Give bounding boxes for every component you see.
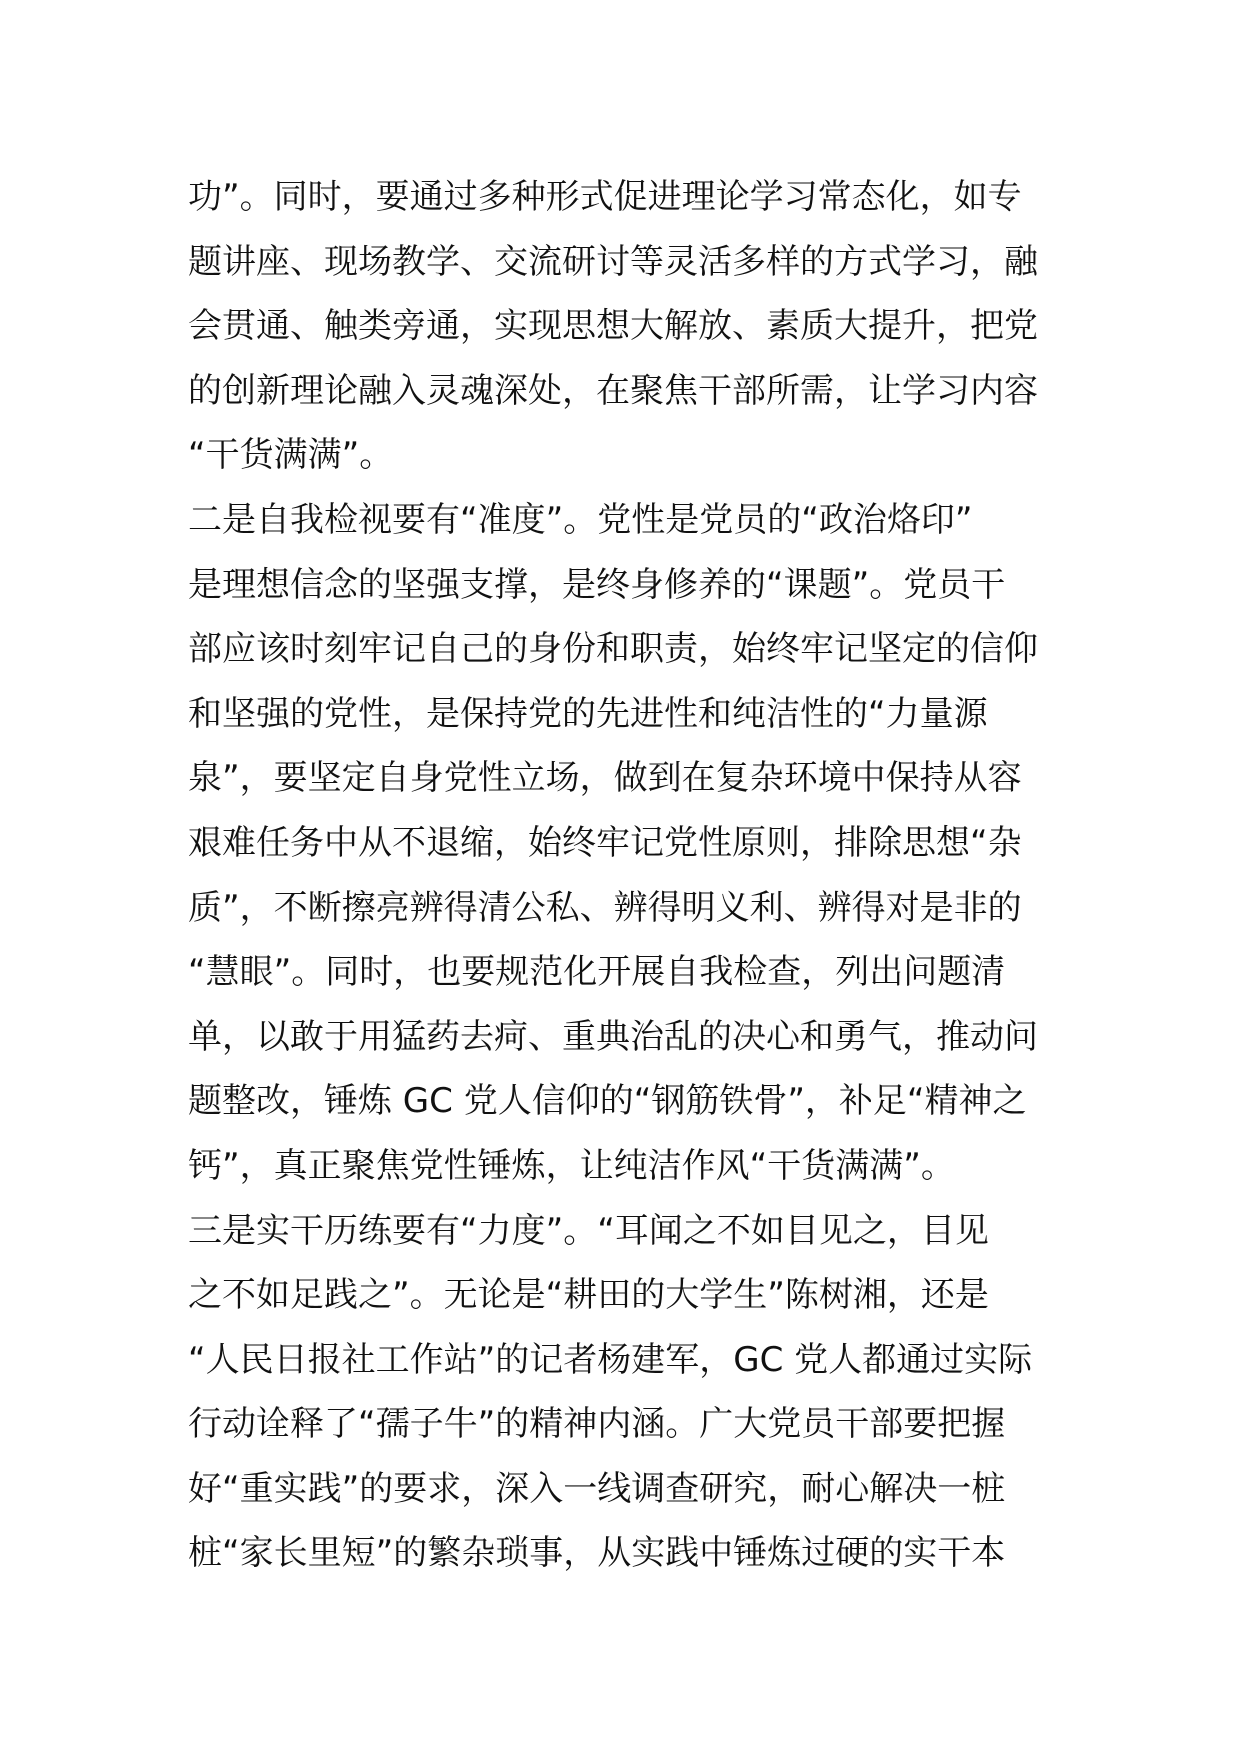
text-line: 题讲座、现场教学、交流研讨等灵活多样的方式学习，融 [188, 241, 1038, 282]
text-line: 泉”，要坚定自身党性立场，做到在复杂环境中保持从容 [188, 758, 1022, 799]
text-line: 的创新理论融入灵魂深处，在聚焦干部所需，让学习内容 [188, 370, 1038, 411]
text-line: 功”。同时，要通过多种形式促进理论学习常态化，如专 [188, 177, 1022, 217]
text-line: 是理想信念的坚强支撑，是终身修养的“课题”。党员干 [188, 564, 1006, 605]
text-line: 好“重实践”的要求，深入一线调查研究，耐心解决一桩 [188, 1468, 1006, 1509]
text-line: 桩“家长里短”的繁杂琐事，从实践中锤炼过硬的实干本 [188, 1533, 1006, 1574]
text-line: 艰难任务中从不退缩，始终牢记党性原则，排除思想“杂 [188, 822, 1022, 863]
text-line: “人民日报社工作站”的记者杨建军，GC 党人都通过实际 [188, 1339, 1033, 1380]
text-line: 二是自我检视要有“准度”。党性是党员的“政治烙印” [188, 499, 973, 540]
text-line: 和坚强的党性，是保持党的先进性和纯洁性的“力量源 [188, 693, 988, 734]
text-line: 质”，不断擦亮辨得清公私、辨得明义利、辨得对是非的 [188, 887, 1022, 928]
text-line: “慧眼”。同时，也要规范化开展自我检查，列出问题清 [188, 952, 1006, 993]
text-line: 之不如足践之”。无论是“耕田的大学生”陈树湘，还是 [188, 1275, 989, 1316]
text-line: 会贯通、触类旁通，实现思想大解放、素质大提升，把党 [188, 306, 1038, 347]
text-line: 行动诠释了“孺子牛”的精神内涵。广大党员干部要把握 [188, 1404, 1006, 1445]
text-line: 单，以敢于用猛药去疴、重典治乱的决心和勇气，推动问 [188, 1016, 1038, 1057]
body-text [188, 165, 1068, 1586]
text-line: 钙”，真正聚焦党性锤炼，让纯洁作风“干货满满”。 [188, 1145, 955, 1186]
text-line: “干货满满”。 [188, 435, 394, 476]
text-line: 部应该时刻牢记自己的身份和职责，始终牢记坚定的信仰 [188, 629, 1038, 670]
text-line: 三是实干历练要有“力度”。“耳闻之不如目见之，目见 [188, 1210, 989, 1251]
text-line: 题整改，锤炼 GC 党人信仰的“钢筋铁骨”，补足“精神之 [188, 1081, 1027, 1122]
